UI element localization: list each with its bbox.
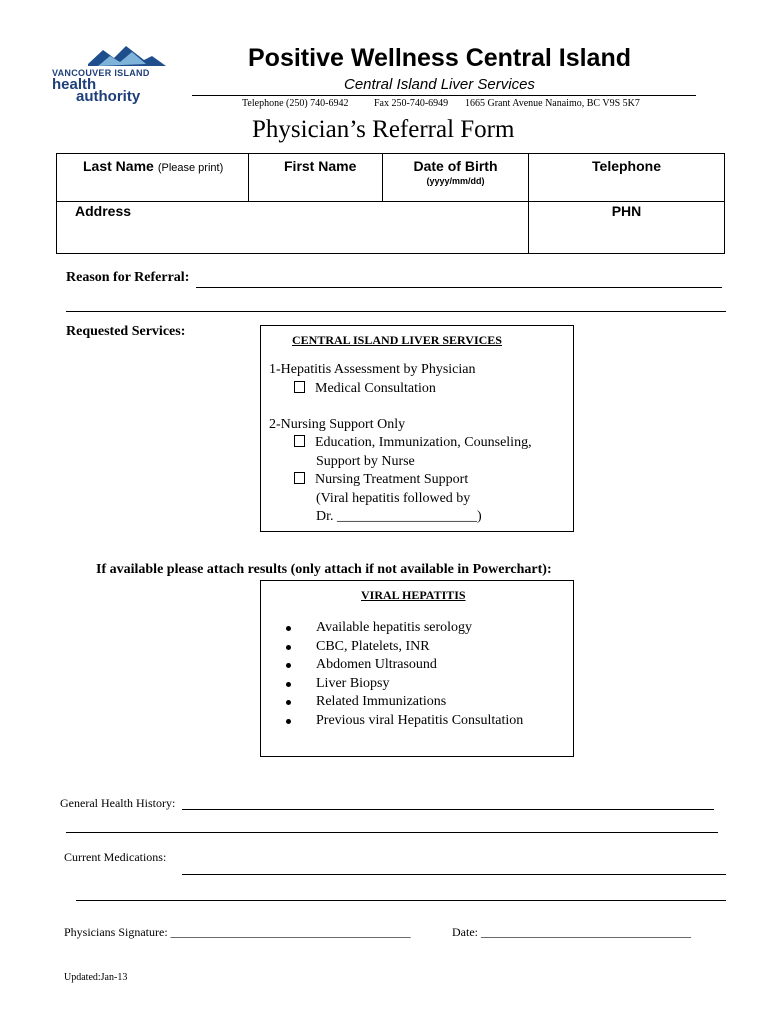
section1-title: 1-Hepatitis Assessment by Physician — [269, 362, 476, 377]
date-field[interactable]: Date: ___________________________________ — [452, 925, 691, 939]
liver-services-box — [260, 325, 574, 532]
reason-label: Reason for Referral: — [66, 270, 190, 285]
medications-line-2[interactable] — [76, 900, 726, 901]
education-label-line2: Support by Nurse — [316, 454, 415, 469]
bullet-icon — [286, 645, 291, 650]
telephone-cell[interactable] — [529, 154, 725, 202]
bullet-icon — [286, 719, 291, 724]
medications-line-1[interactable] — [182, 874, 726, 875]
liver-services-title: CENTRAL ISLAND LIVER SERVICES — [292, 333, 502, 347]
list-item: Liver Biopsy — [286, 675, 523, 694]
checkbox-icon[interactable] — [294, 381, 305, 393]
contact-fax: Fax 250-740-6949 — [374, 98, 449, 109]
telephone-label: Telephone — [592, 158, 661, 174]
checkbox-icon[interactable] — [294, 435, 305, 447]
health-authority-logo — [48, 44, 198, 106]
bullet-icon — [286, 700, 291, 705]
reason-line-2[interactable] — [66, 311, 726, 312]
first-name-label: First Name — [284, 158, 357, 174]
list-item: Previous viral Hepatitis Consultation — [286, 712, 523, 731]
last-name-label: Last Name — [83, 158, 154, 174]
list-item: CBC, Platelets, INR — [286, 638, 523, 657]
section2-title: 2-Nursing Support Only — [269, 417, 406, 432]
viral-hepatitis-title: VIRAL HEPATITIS — [361, 588, 466, 602]
address-label: Address — [75, 203, 132, 219]
phn-cell[interactable] — [529, 202, 725, 254]
org-title: Positive Wellness Central Island — [248, 44, 632, 72]
list-item: Abdomen Ultrasound — [286, 656, 523, 675]
bullet-icon — [286, 626, 291, 631]
current-medications-label: Current Medications: — [64, 850, 167, 864]
requested-services-label: Requested Services: — [66, 324, 186, 339]
treatment-label-line3: Dr. ____________________) — [316, 509, 482, 524]
contact-telephone: Telephone (250) 740-6942 — [242, 98, 349, 109]
treatment-label-line2: (Viral hepatitis followed by — [316, 491, 471, 506]
signature-field[interactable]: Physicians Signature: ________________________________________ — [64, 925, 411, 939]
general-health-label: General Health History: — [60, 796, 176, 810]
results-list — [286, 619, 523, 731]
last-name-hint: (Please print) — [157, 162, 224, 174]
treatment-option[interactable] — [294, 471, 468, 489]
patient-info-table — [56, 153, 725, 254]
phn-label: PHN — [611, 203, 642, 219]
logo-line2: health — [52, 76, 97, 93]
medical-consultation-label: Medical Consultation — [315, 381, 436, 396]
treatment-label: Nursing Treatment Support — [315, 472, 469, 487]
education-label: Education, Immunization, Counseling, — [315, 435, 532, 450]
form-title: Physician’s Referral Form — [252, 116, 515, 143]
list-item: Related Immunizations — [286, 693, 523, 712]
bullet-icon — [286, 682, 291, 687]
logo-line1: VANCOUVER ISLAND — [52, 68, 150, 78]
dob-hint: (yyyy/mm/dd) — [426, 176, 485, 186]
updated-note: Updated:Jan-13 — [64, 972, 128, 983]
address-cell[interactable] — [57, 202, 529, 254]
general-health-line-1[interactable] — [182, 809, 714, 810]
education-option[interactable] — [294, 434, 532, 452]
medical-consultation-option[interactable] — [294, 380, 436, 398]
first-name-cell[interactable] — [249, 154, 383, 202]
org-subtitle: Central Island Liver Services — [344, 76, 535, 93]
attach-results-label: If available please attach results (only attach if not available in Powerchart): — [96, 562, 552, 577]
logo-line3: authority — [76, 88, 141, 105]
list-item: Available hepatitis serology — [286, 619, 523, 638]
header-divider — [192, 95, 696, 96]
dob-cell[interactable] — [383, 154, 529, 202]
checkbox-icon[interactable] — [294, 472, 305, 484]
contact-address: 1665 Grant Avenue Nanaimo, BC V9S 5K7 — [465, 98, 640, 109]
dob-label: Date of Birth — [413, 158, 498, 174]
bullet-icon — [286, 663, 291, 668]
viral-hepatitis-box — [260, 580, 574, 757]
reason-line-1[interactable] — [196, 287, 722, 288]
last-name-cell[interactable] — [57, 154, 249, 202]
general-health-line-2[interactable] — [66, 832, 718, 833]
